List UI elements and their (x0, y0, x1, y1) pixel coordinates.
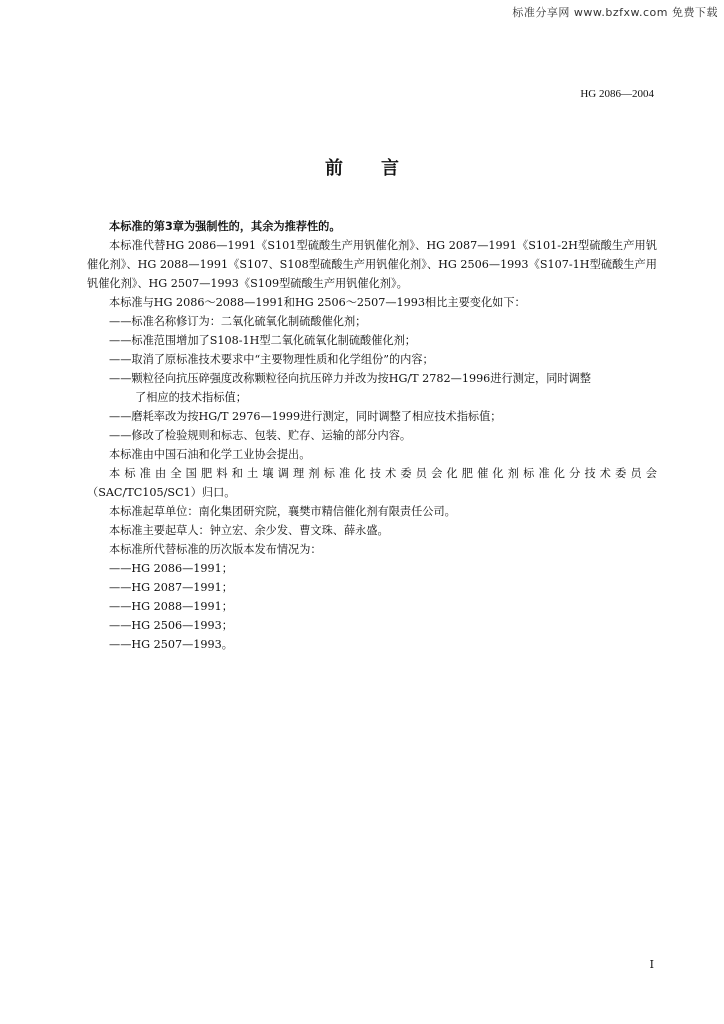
page-title: 前言 (325, 158, 437, 179)
change-item-continuation: 了相应的技术指标值； (135, 391, 247, 404)
change-item: ——磨耗率改为按HG/T 2976—1999进行测定，同时调整了相应技术指标值； (109, 410, 502, 423)
standard-code: HG 2086—2004 (580, 88, 654, 100)
change-item: ——修改了检验规则和标志、包装、贮存、运输的部分内容。 (109, 429, 412, 442)
centralized-by-line2: （SAC/TC105/SC1）归口。 (87, 486, 236, 499)
change-item: ——颗粒径向抗压碎强度改称颗粒径向抗压碎力并改为按HG/T 2782—1996进行测定，同时调整 (109, 372, 591, 385)
history-item: ——HG 2086—1991； (109, 562, 233, 575)
centralized-by-line1: 本标准由全国肥料和土壤调理剂标准化技术委员会化肥催化剂标准化分技术委员会 (109, 467, 657, 480)
foreword-body (87, 217, 657, 654)
change-item: ——标准名称修订为：二氧化硫氧化制硫酸催化剂； (109, 315, 367, 328)
mandatory-statement: 本标准的第3章为强制性的，其余为推荐性的。 (109, 220, 341, 233)
change-item: ——取消了原标准技术要求中“主要物理性质和化学组份”的内容； (109, 353, 434, 366)
page-number: I (649, 958, 654, 971)
history-item: ——HG 2506—1993； (109, 619, 233, 632)
history-item: ——HG 2088—1991； (109, 600, 233, 613)
history-item: ——HG 2087—1991； (109, 581, 233, 594)
change-item: ——标准范围增加了S108-1H型二氧化硫氧化制硫酸催化剂； (109, 334, 416, 347)
history-intro: 本标准所代替标准的历次版本发布情况为： (109, 543, 322, 556)
watermark-text: 标准分享网 www.bzfxw.com 免费下载 (512, 6, 718, 19)
history-item: ——HG 2507—1993。 (109, 638, 233, 651)
replaces-paragraph: 本标准代替HG 2086—1991《S101型硫酸生产用钒催化剂》、HG 2087—1991《S101-2H型硫酸生产用钒催化剂》、HG 2088—1991《S107、S108型硫酸生产用钒催化剂》、HG 2506—1993《S107-1H型硫酸生产用钒催化剂》、HG 2507—1993《S109型硫酸生产用钒催化剂》。 (87, 239, 657, 290)
drafting-unit: 本标准起草单位：南化集团研究院，襄樊市精信催化剂有限责任公司。 (109, 505, 456, 518)
drafters: 本标准主要起草人：钟立宏、余少发、曹文珠、薛永盛。 (109, 524, 389, 537)
proposed-by: 本标准由中国石油和化学工业协会提出。 (109, 448, 311, 461)
changes-intro: 本标准与HG 2086～2088—1991和HG 2506～2507—1993相比主要变化如下： (109, 296, 526, 309)
